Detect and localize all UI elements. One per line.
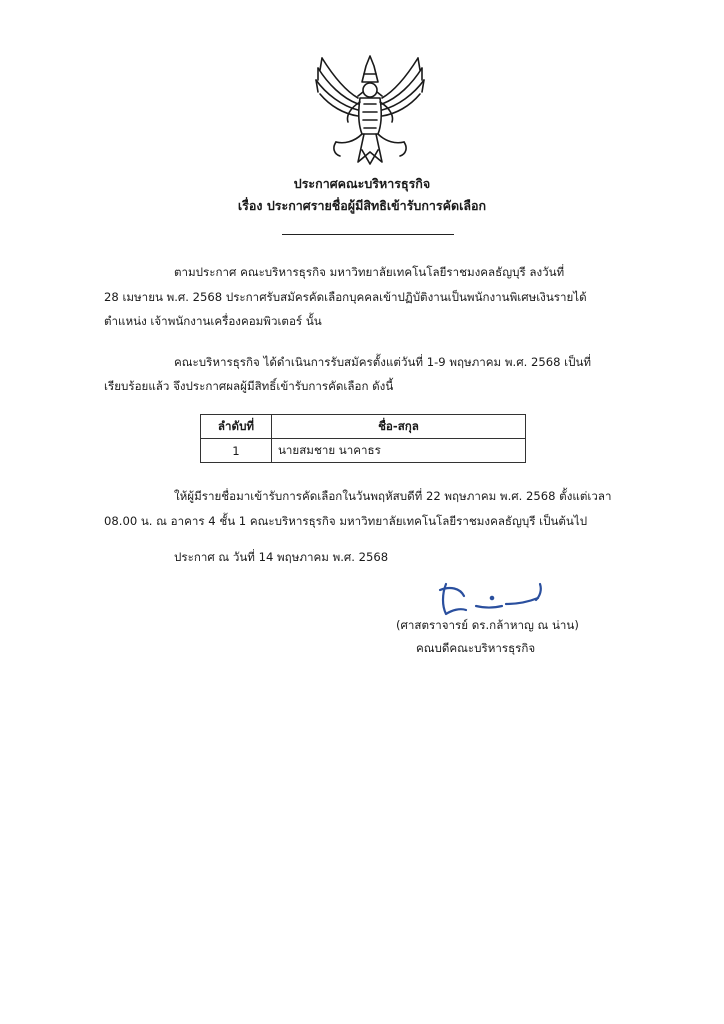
cell-order: 1 [201,439,272,463]
cell-name: นายสมชาย นาคาธร [272,439,526,463]
paragraph-3-line-1: ให้ผู้มีรายชื่อมาเข้ารับการคัดเลือกในวันพฤหัสบดีที่ 22 พฤษภาคม พ.ศ. 2568 ตั้งแต่เวลา [174,489,612,503]
paragraph-2-line-2: เรียบร้อยแล้ว จึงประกาศผลผู้มีสิทธิ์เข้ารับการคัดเลือก ดังนี้ [104,379,394,393]
candidate-table [200,414,526,463]
header-name: ชื่อ-สกุล [272,415,526,439]
paragraph-1-line-1: ตามประกาศ คณะบริหารธุรกิจ มหาวิทยาลัยเทคโนโลยีราชมงคลธัญบุรี ลงวันที่ [174,265,565,279]
paragraph-3-line-2: 08.00 น. ณ อาคาร 4 ชั้น 1 คณะบริหารธุรกิจ มหาวิทยาลัยเทคโนโลยีราชมงคลธัญบุรี เป็นต้นไป [104,514,588,528]
paragraph-2-line-1: คณะบริหารธุรกิจ ได้ดำเนินการรับสมัครตั้งแต่วันที่ 1-9 พฤษภาคม พ.ศ. 2568 เป็นที่ [174,355,592,369]
handwritten-signature-icon [436,580,550,620]
signatory-position: คณบดีคณะบริหารธุรกิจ [416,641,536,655]
paragraph-1-line-2: 28 เมษายน พ.ศ. 2568 ประกาศรับสมัครคัดเลือกบุคคลเข้าปฏิบัติงานเป็นพนักงานพิเศษเงินรายได้ [104,290,587,304]
announcement-subject: เรื่อง ประกาศรายชื่อผู้มีสิทธิเข้ารับการคัดเลือก [237,198,487,213]
paragraph-1-line-3: ตำแหน่ง เจ้าพนักงานเครื่องคอมพิวเตอร์ นั้น [104,314,322,328]
header-order: ลำดับที่ [201,415,272,439]
announcement-date: ประกาศ ณ วันที่ 14 พฤษภาคม พ.ศ. 2568 [174,550,389,564]
announcement-title: ประกาศคณะบริหารธุรกิจ [293,176,431,191]
signatory-name: (ศาสตราจารย์ ดร.กล้าหาญ ณ น่าน) [396,618,579,632]
table-row [201,439,526,463]
table-header-row [201,415,526,439]
title-divider [282,234,454,235]
garuda-emblem-icon [314,52,426,170]
